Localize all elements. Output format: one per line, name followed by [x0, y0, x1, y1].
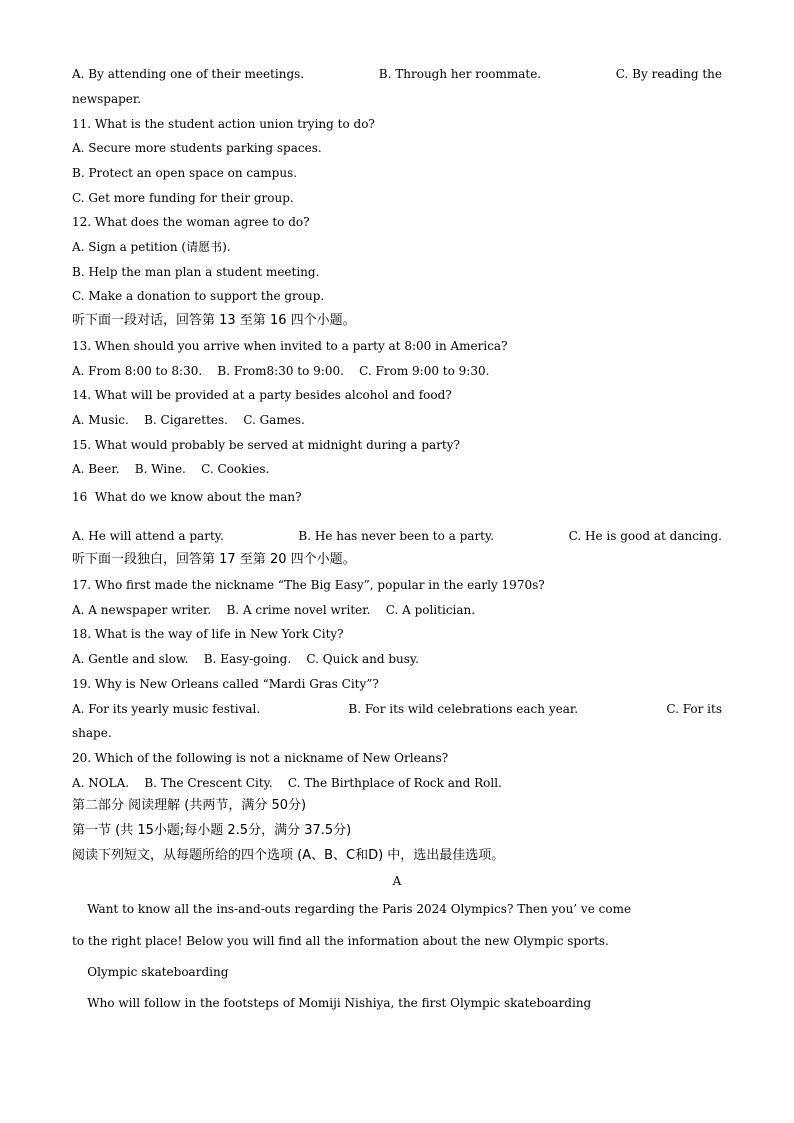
q16-options-line	[72, 528, 722, 544]
q10-options-line	[72, 66, 722, 82]
passage-subheading: Olympic skateboarding	[72, 965, 229, 979]
section-one-heading: 第一节 (共 15小题;每小题 2.5分，满分 37.5分)	[72, 823, 352, 838]
q14-options: A. Music. B. Cigarettes. C. Games.	[72, 413, 305, 427]
passage-paragraph-line-2: to the right place! Below you will find all the information about the new Olympic sports.	[72, 934, 609, 948]
q19-option-c: C. For its	[666, 702, 722, 716]
q19-option-b: B. For its wild celebrations each year.	[348, 702, 579, 716]
q12-option-b: B. Help the man plan a student meeting.	[72, 265, 320, 279]
instruction-monologue-17-20: 听下面一段独白，回答第 17 至第 20 四个小题。	[72, 552, 356, 567]
question-15: 15. What would probably be served at midnight during a party?	[72, 438, 460, 452]
reading-instruction: 阅读下列短文，从每题所给的四个选项 (A、B、C和D) 中，选出最佳选项。	[72, 848, 505, 863]
question-11: 11. What is the student action union trying to do?	[72, 117, 375, 131]
question-14: 14. What will be provided at a party besides alcohol and food?	[72, 388, 452, 402]
q20-options: A. NOLA. B. The Crescent City. C. The Birthplace of Rock and Roll.	[72, 776, 502, 790]
q10-option-c-continued: newspaper.	[72, 92, 142, 106]
q10-option-a: A. By attending one of their meetings.	[72, 67, 305, 81]
q19-option-c-continued: shape.	[72, 726, 112, 740]
q12-option-c: C. Make a donation to support the group.	[72, 289, 325, 303]
passage-label: A	[392, 874, 402, 888]
q12-option-a: A. Sign a petition (请愿书).	[72, 240, 231, 254]
question-19: 19. Why is New Orleans called “Mardi Gras City”?	[72, 677, 379, 691]
q16-option-b: B. He has never been to a party.	[298, 529, 495, 543]
q10-option-b: B. Through her roommate.	[378, 67, 542, 81]
q15-options: A. Beer. B. Wine. C. Cookies.	[72, 462, 270, 476]
q11-option-a: A. Secure more students parking spaces.	[72, 141, 322, 155]
question-20: 20. Which of the following is not a nickname of New Orleans?	[72, 751, 449, 765]
question-13: 13. When should you arrive when invited to a party at 8:00 in America?	[72, 339, 508, 353]
passage-paragraph-line-3: Who will follow in the footsteps of Momiji Nishiya, the first Olympic skateboarding	[72, 996, 592, 1010]
q13-options: A. From 8:00 to 8:30. B. From8:30 to 9:00. C. From 9:00 to 9:30.	[72, 364, 490, 378]
passage-paragraph-line-1: Want to know all the ins-and-outs regarding the Paris 2024 Olympics? Then you’ ve come	[72, 902, 632, 916]
q11-option-b: B. Protect an open space on campus.	[72, 166, 298, 180]
q10-option-c: C. By reading the	[615, 67, 722, 81]
q17-options: A. A newspaper writer. B. A crime novel writer. C. A politician.	[72, 603, 476, 617]
q16-option-a: A. He will attend a party.	[72, 529, 224, 543]
question-16: 16 What do we know about the man?	[72, 490, 302, 504]
q11-option-c: C. Get more funding for their group.	[72, 191, 294, 205]
question-18: 18. What is the way of life in New York City?	[72, 627, 344, 641]
q18-options: A. Gentle and slow. B. Easy-going. C. Quick and busy.	[72, 652, 419, 666]
q19-option-a: A. For its yearly music festival.	[72, 702, 261, 716]
question-17: 17. Who first made the nickname “The Big Easy”, popular in the early 1970s?	[72, 578, 545, 592]
instruction-dialogue-13-16: 听下面一段对话，回答第 13 至第 16 四个小题。	[72, 313, 356, 328]
part-two-heading: 第二部分 阅读理解 (共两节，满分 50分)	[72, 798, 307, 813]
question-12: 12. What does the woman agree to do?	[72, 215, 310, 229]
q16-option-c: C. He is good at dancing.	[568, 529, 722, 543]
q19-options-line	[72, 701, 722, 717]
